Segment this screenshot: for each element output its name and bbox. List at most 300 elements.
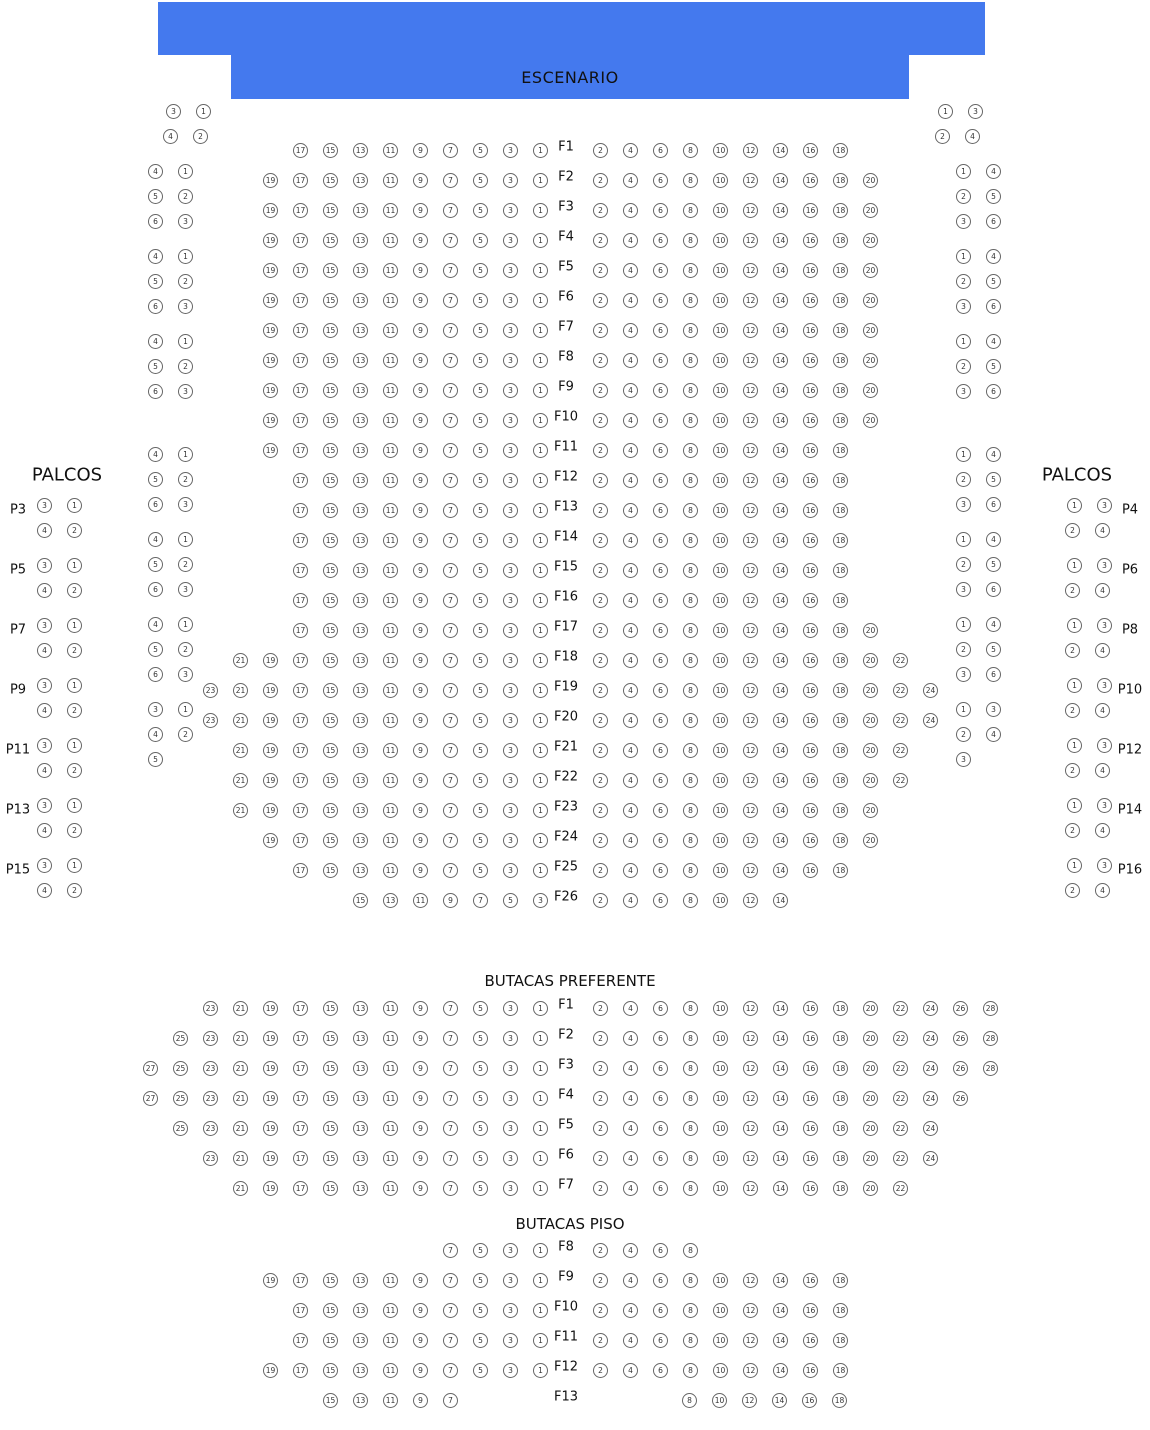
preferente-seat[interactable]: 22 — [893, 1181, 908, 1196]
piso-seat[interactable]: 11 — [383, 1363, 398, 1378]
preferente-seat[interactable]: 17 — [293, 1181, 308, 1196]
orchestra-seat[interactable]: 18 — [833, 683, 848, 698]
preferente-seat[interactable]: 26 — [953, 1001, 968, 1016]
box-seat[interactable]: 5 — [986, 642, 1001, 657]
preferente-seat[interactable]: 15 — [323, 1151, 338, 1166]
box-seat[interactable]: 2 — [956, 727, 971, 742]
orchestra-seat[interactable]: 8 — [683, 173, 698, 188]
box-seat[interactable]: 2 — [935, 129, 950, 144]
piso-seat[interactable]: 16 — [802, 1393, 817, 1408]
piso-seat[interactable]: 2 — [593, 1333, 608, 1348]
orchestra-seat[interactable]: 10 — [713, 233, 728, 248]
orchestra-seat[interactable]: 24 — [923, 683, 938, 698]
orchestra-seat[interactable]: 8 — [683, 803, 698, 818]
orchestra-seat[interactable]: 3 — [503, 563, 518, 578]
preferente-seat[interactable]: 12 — [743, 1091, 758, 1106]
preferente-seat[interactable]: 13 — [353, 1151, 368, 1166]
orchestra-seat[interactable]: 12 — [743, 143, 758, 158]
preferente-seat[interactable]: 28 — [983, 1031, 998, 1046]
orchestra-seat[interactable]: 10 — [713, 353, 728, 368]
preferente-seat[interactable]: 5 — [473, 1031, 488, 1046]
preferente-seat[interactable]: 23 — [203, 1091, 218, 1106]
orchestra-seat[interactable]: 12 — [743, 533, 758, 548]
orchestra-seat[interactable]: 5 — [473, 533, 488, 548]
preferente-seat[interactable]: 17 — [293, 1001, 308, 1016]
orchestra-seat[interactable]: 8 — [683, 293, 698, 308]
orchestra-seat[interactable]: 21 — [233, 743, 248, 758]
box-seat[interactable]: 3 — [166, 104, 181, 119]
orchestra-seat[interactable]: 16 — [803, 713, 818, 728]
orchestra-seat[interactable]: 15 — [323, 803, 338, 818]
preferente-seat[interactable]: 11 — [383, 1031, 398, 1046]
palco-seat[interactable]: 3 — [1097, 858, 1112, 873]
orchestra-seat[interactable]: 14 — [773, 203, 788, 218]
piso-seat[interactable]: 5 — [473, 1273, 488, 1288]
orchestra-seat[interactable]: 14 — [773, 563, 788, 578]
preferente-seat[interactable]: 20 — [863, 1001, 878, 1016]
palco-seat[interactable]: 1 — [1067, 558, 1082, 573]
box-seat[interactable]: 1 — [956, 702, 971, 717]
orchestra-seat[interactable]: 15 — [323, 563, 338, 578]
orchestra-seat[interactable]: 7 — [443, 233, 458, 248]
orchestra-seat[interactable]: 7 — [443, 623, 458, 638]
orchestra-seat[interactable]: 11 — [383, 563, 398, 578]
piso-seat[interactable]: 19 — [263, 1363, 278, 1378]
box-seat[interactable]: 5 — [986, 359, 1001, 374]
orchestra-seat[interactable]: 6 — [653, 893, 668, 908]
orchestra-seat[interactable]: 2 — [593, 173, 608, 188]
orchestra-seat[interactable]: 3 — [503, 653, 518, 668]
box-seat[interactable]: 2 — [956, 642, 971, 657]
orchestra-seat[interactable]: 4 — [623, 593, 638, 608]
orchestra-seat[interactable]: 12 — [743, 833, 758, 848]
orchestra-seat[interactable]: 10 — [713, 503, 728, 518]
piso-seat[interactable]: 17 — [293, 1363, 308, 1378]
preferente-seat[interactable]: 3 — [503, 1151, 518, 1166]
orchestra-seat[interactable]: 10 — [713, 413, 728, 428]
orchestra-seat[interactable]: 5 — [473, 623, 488, 638]
orchestra-seat[interactable]: 17 — [293, 803, 308, 818]
piso-seat[interactable]: 9 — [413, 1303, 428, 1318]
orchestra-seat[interactable]: 16 — [803, 293, 818, 308]
orchestra-seat[interactable]: 4 — [623, 203, 638, 218]
preferente-seat[interactable]: 14 — [773, 1001, 788, 1016]
preferente-seat[interactable]: 7 — [443, 1121, 458, 1136]
orchestra-seat[interactable]: 11 — [383, 353, 398, 368]
piso-seat[interactable]: 4 — [623, 1243, 638, 1258]
orchestra-seat[interactable]: 3 — [503, 173, 518, 188]
preferente-seat[interactable]: 6 — [653, 1061, 668, 1076]
orchestra-seat[interactable]: 14 — [773, 683, 788, 698]
orchestra-seat[interactable]: 22 — [893, 743, 908, 758]
orchestra-seat[interactable]: 3 — [503, 353, 518, 368]
orchestra-seat[interactable]: 11 — [383, 593, 398, 608]
preferente-seat[interactable]: 11 — [383, 1151, 398, 1166]
orchestra-seat[interactable]: 2 — [593, 533, 608, 548]
preferente-seat[interactable]: 19 — [263, 1061, 278, 1076]
orchestra-seat[interactable]: 6 — [653, 623, 668, 638]
orchestra-seat[interactable]: 17 — [293, 443, 308, 458]
orchestra-seat[interactable]: 13 — [353, 833, 368, 848]
piso-seat[interactable]: 3 — [503, 1243, 518, 1258]
orchestra-seat[interactable]: 2 — [593, 863, 608, 878]
orchestra-seat[interactable]: 17 — [293, 623, 308, 638]
orchestra-seat[interactable]: 5 — [473, 803, 488, 818]
palco-seat[interactable]: 2 — [1065, 583, 1080, 598]
orchestra-seat[interactable]: 18 — [833, 743, 848, 758]
preferente-seat[interactable]: 24 — [923, 1061, 938, 1076]
orchestra-seat[interactable]: 3 — [503, 293, 518, 308]
palco-seat[interactable]: 1 — [67, 618, 82, 633]
box-seat[interactable]: 4 — [986, 249, 1001, 264]
preferente-seat[interactable]: 19 — [263, 1001, 278, 1016]
orchestra-seat[interactable]: 3 — [503, 233, 518, 248]
piso-seat[interactable]: 9 — [413, 1333, 428, 1348]
orchestra-seat[interactable]: 5 — [473, 473, 488, 488]
palco-seat[interactable]: 2 — [1065, 643, 1080, 658]
orchestra-seat[interactable]: 9 — [413, 263, 428, 278]
orchestra-seat[interactable]: 18 — [833, 383, 848, 398]
orchestra-seat[interactable]: 6 — [653, 653, 668, 668]
orchestra-seat[interactable]: 2 — [593, 323, 608, 338]
orchestra-seat[interactable]: 1 — [533, 443, 548, 458]
orchestra-seat[interactable]: 14 — [773, 353, 788, 368]
preferente-seat[interactable]: 4 — [623, 1151, 638, 1166]
orchestra-seat[interactable]: 14 — [773, 623, 788, 638]
piso-seat[interactable]: 10 — [713, 1273, 728, 1288]
orchestra-seat[interactable]: 17 — [293, 473, 308, 488]
palco-seat[interactable]: 4 — [37, 823, 52, 838]
orchestra-seat[interactable]: 18 — [833, 863, 848, 878]
box-seat[interactable]: 6 — [986, 384, 1001, 399]
preferente-seat[interactable]: 10 — [713, 1031, 728, 1046]
orchestra-seat[interactable]: 19 — [263, 803, 278, 818]
piso-seat[interactable]: 19 — [263, 1273, 278, 1288]
orchestra-seat[interactable]: 5 — [503, 893, 518, 908]
piso-seat[interactable]: 15 — [323, 1363, 338, 1378]
orchestra-seat[interactable]: 12 — [743, 623, 758, 638]
orchestra-seat[interactable]: 2 — [593, 653, 608, 668]
preferente-seat[interactable]: 8 — [683, 1091, 698, 1106]
preferente-seat[interactable]: 20 — [863, 1031, 878, 1046]
palco-seat[interactable]: 2 — [1065, 703, 1080, 718]
orchestra-seat[interactable]: 4 — [623, 533, 638, 548]
orchestra-seat[interactable]: 18 — [833, 503, 848, 518]
orchestra-seat[interactable]: 11 — [383, 623, 398, 638]
orchestra-seat[interactable]: 6 — [653, 203, 668, 218]
orchestra-seat[interactable]: 1 — [533, 473, 548, 488]
orchestra-seat[interactable]: 1 — [533, 593, 548, 608]
piso-seat[interactable]: 8 — [683, 1333, 698, 1348]
orchestra-seat[interactable]: 15 — [323, 833, 338, 848]
orchestra-seat[interactable]: 12 — [743, 323, 758, 338]
orchestra-seat[interactable]: 2 — [593, 893, 608, 908]
palco-seat[interactable]: 2 — [1065, 523, 1080, 538]
box-seat[interactable]: 6 — [148, 299, 163, 314]
orchestra-seat[interactable]: 22 — [893, 773, 908, 788]
preferente-seat[interactable]: 17 — [293, 1121, 308, 1136]
orchestra-seat[interactable]: 17 — [293, 203, 308, 218]
preferente-seat[interactable]: 19 — [263, 1181, 278, 1196]
orchestra-seat[interactable]: 20 — [863, 383, 878, 398]
orchestra-seat[interactable]: 2 — [593, 833, 608, 848]
orchestra-seat[interactable]: 4 — [623, 503, 638, 518]
piso-seat[interactable]: 9 — [413, 1273, 428, 1288]
preferente-seat[interactable]: 15 — [323, 1031, 338, 1046]
orchestra-seat[interactable]: 1 — [533, 533, 548, 548]
orchestra-seat[interactable]: 15 — [323, 173, 338, 188]
orchestra-seat[interactable]: 14 — [773, 833, 788, 848]
preferente-seat[interactable]: 15 — [323, 1061, 338, 1076]
orchestra-seat[interactable]: 22 — [893, 713, 908, 728]
orchestra-seat[interactable]: 18 — [833, 173, 848, 188]
orchestra-seat[interactable]: 13 — [353, 323, 368, 338]
box-seat[interactable]: 1 — [956, 447, 971, 462]
preferente-seat[interactable]: 16 — [803, 1061, 818, 1076]
box-seat[interactable]: 3 — [956, 752, 971, 767]
preferente-seat[interactable]: 24 — [923, 1121, 938, 1136]
box-seat[interactable]: 4 — [148, 249, 163, 264]
piso-seat[interactable]: 5 — [473, 1333, 488, 1348]
preferente-seat[interactable]: 18 — [833, 1001, 848, 1016]
orchestra-seat[interactable]: 4 — [623, 263, 638, 278]
orchestra-seat[interactable]: 12 — [743, 863, 758, 878]
orchestra-seat[interactable]: 16 — [803, 863, 818, 878]
palco-seat[interactable]: 1 — [1067, 498, 1082, 513]
box-seat[interactable]: 5 — [148, 472, 163, 487]
box-seat[interactable]: 5 — [986, 472, 1001, 487]
preferente-seat[interactable]: 21 — [233, 1091, 248, 1106]
piso-seat[interactable]: 6 — [653, 1303, 668, 1318]
piso-seat[interactable]: 14 — [773, 1273, 788, 1288]
orchestra-seat[interactable]: 15 — [323, 263, 338, 278]
piso-seat[interactable]: 9 — [413, 1393, 428, 1408]
piso-seat[interactable]: 8 — [683, 1273, 698, 1288]
orchestra-seat[interactable]: 20 — [863, 203, 878, 218]
orchestra-seat[interactable]: 12 — [743, 173, 758, 188]
orchestra-seat[interactable]: 7 — [443, 653, 458, 668]
piso-seat[interactable]: 1 — [533, 1243, 548, 1258]
preferente-seat[interactable]: 12 — [743, 1001, 758, 1016]
box-seat[interactable]: 2 — [178, 472, 193, 487]
palco-seat[interactable]: 4 — [1095, 883, 1110, 898]
orchestra-seat[interactable]: 5 — [473, 863, 488, 878]
orchestra-seat[interactable]: 12 — [743, 893, 758, 908]
orchestra-seat[interactable]: 9 — [413, 473, 428, 488]
piso-seat[interactable]: 12 — [743, 1273, 758, 1288]
preferente-seat[interactable]: 16 — [803, 1121, 818, 1136]
orchestra-seat[interactable]: 5 — [473, 353, 488, 368]
palco-seat[interactable]: 4 — [37, 583, 52, 598]
orchestra-seat[interactable]: 3 — [503, 203, 518, 218]
orchestra-seat[interactable]: 4 — [623, 563, 638, 578]
orchestra-seat[interactable]: 20 — [863, 353, 878, 368]
piso-seat[interactable]: 9 — [413, 1363, 428, 1378]
orchestra-seat[interactable]: 11 — [383, 653, 398, 668]
orchestra-seat[interactable]: 8 — [683, 503, 698, 518]
orchestra-seat[interactable]: 19 — [263, 743, 278, 758]
palco-seat[interactable]: 1 — [1067, 678, 1082, 693]
preferente-seat[interactable]: 6 — [653, 1031, 668, 1046]
preferente-seat[interactable]: 10 — [713, 1061, 728, 1076]
orchestra-seat[interactable]: 12 — [743, 563, 758, 578]
preferente-seat[interactable]: 15 — [323, 1181, 338, 1196]
piso-seat[interactable]: 18 — [833, 1273, 848, 1288]
preferente-seat[interactable]: 14 — [773, 1151, 788, 1166]
piso-seat[interactable]: 7 — [443, 1303, 458, 1318]
preferente-seat[interactable]: 1 — [533, 1181, 548, 1196]
orchestra-seat[interactable]: 3 — [503, 323, 518, 338]
piso-seat[interactable]: 14 — [773, 1363, 788, 1378]
orchestra-seat[interactable]: 3 — [503, 473, 518, 488]
orchestra-seat[interactable]: 10 — [713, 203, 728, 218]
preferente-seat[interactable]: 21 — [233, 1001, 248, 1016]
orchestra-seat[interactable]: 2 — [593, 233, 608, 248]
piso-seat[interactable]: 10 — [713, 1333, 728, 1348]
orchestra-seat[interactable]: 21 — [233, 773, 248, 788]
orchestra-seat[interactable]: 15 — [323, 233, 338, 248]
box-seat[interactable]: 6 — [986, 582, 1001, 597]
orchestra-seat[interactable]: 8 — [683, 383, 698, 398]
preferente-seat[interactable]: 15 — [323, 1091, 338, 1106]
preferente-seat[interactable]: 2 — [593, 1061, 608, 1076]
preferente-seat[interactable]: 3 — [503, 1031, 518, 1046]
orchestra-seat[interactable]: 14 — [773, 653, 788, 668]
preferente-seat[interactable]: 9 — [413, 1091, 428, 1106]
orchestra-seat[interactable]: 8 — [683, 593, 698, 608]
preferente-seat[interactable]: 27 — [143, 1091, 158, 1106]
preferente-seat[interactable]: 4 — [623, 1181, 638, 1196]
preferente-seat[interactable]: 23 — [203, 1121, 218, 1136]
orchestra-seat[interactable]: 15 — [323, 713, 338, 728]
preferente-seat[interactable]: 11 — [383, 1181, 398, 1196]
orchestra-seat[interactable]: 7 — [443, 413, 458, 428]
preferente-seat[interactable]: 1 — [533, 1061, 548, 1076]
preferente-seat[interactable]: 8 — [683, 1031, 698, 1046]
palco-seat[interactable]: 1 — [1067, 618, 1082, 633]
piso-seat[interactable]: 1 — [533, 1363, 548, 1378]
orchestra-seat[interactable]: 5 — [473, 323, 488, 338]
orchestra-seat[interactable]: 16 — [803, 683, 818, 698]
orchestra-seat[interactable]: 8 — [683, 473, 698, 488]
preferente-seat[interactable]: 28 — [983, 1001, 998, 1016]
orchestra-seat[interactable]: 1 — [533, 713, 548, 728]
preferente-seat[interactable]: 16 — [803, 1091, 818, 1106]
orchestra-seat[interactable]: 20 — [863, 713, 878, 728]
preferente-seat[interactable]: 3 — [503, 1121, 518, 1136]
orchestra-seat[interactable]: 17 — [293, 683, 308, 698]
orchestra-seat[interactable]: 8 — [683, 653, 698, 668]
orchestra-seat[interactable]: 7 — [473, 893, 488, 908]
orchestra-seat[interactable]: 7 — [443, 473, 458, 488]
orchestra-seat[interactable]: 10 — [713, 173, 728, 188]
orchestra-seat[interactable]: 9 — [413, 863, 428, 878]
preferente-seat[interactable]: 11 — [383, 1001, 398, 1016]
preferente-seat[interactable]: 24 — [923, 1001, 938, 1016]
orchestra-seat[interactable]: 10 — [713, 833, 728, 848]
box-seat[interactable]: 3 — [956, 384, 971, 399]
piso-seat[interactable]: 11 — [383, 1273, 398, 1288]
orchestra-seat[interactable]: 13 — [353, 473, 368, 488]
piso-seat[interactable]: 17 — [293, 1333, 308, 1348]
orchestra-seat[interactable]: 12 — [743, 353, 758, 368]
orchestra-seat[interactable]: 17 — [293, 653, 308, 668]
orchestra-seat[interactable]: 9 — [413, 413, 428, 428]
orchestra-seat[interactable]: 5 — [473, 593, 488, 608]
orchestra-seat[interactable]: 13 — [353, 263, 368, 278]
palco-seat[interactable]: 3 — [37, 858, 52, 873]
preferente-seat[interactable]: 20 — [863, 1151, 878, 1166]
piso-seat[interactable]: 7 — [443, 1363, 458, 1378]
box-seat[interactable]: 4 — [148, 727, 163, 742]
orchestra-seat[interactable]: 12 — [743, 593, 758, 608]
orchestra-seat[interactable]: 6 — [653, 143, 668, 158]
orchestra-seat[interactable]: 9 — [413, 383, 428, 398]
orchestra-seat[interactable]: 7 — [443, 803, 458, 818]
orchestra-seat[interactable]: 13 — [353, 143, 368, 158]
orchestra-seat[interactable]: 3 — [503, 743, 518, 758]
orchestra-seat[interactable]: 2 — [593, 683, 608, 698]
orchestra-seat[interactable]: 1 — [533, 803, 548, 818]
preferente-seat[interactable]: 7 — [443, 1061, 458, 1076]
orchestra-seat[interactable]: 19 — [263, 233, 278, 248]
orchestra-seat[interactable]: 7 — [443, 503, 458, 518]
orchestra-seat[interactable]: 11 — [383, 263, 398, 278]
preferente-seat[interactable]: 22 — [893, 1151, 908, 1166]
box-seat[interactable]: 5 — [986, 274, 1001, 289]
orchestra-seat[interactable]: 12 — [743, 743, 758, 758]
preferente-seat[interactable]: 13 — [353, 1091, 368, 1106]
palco-seat[interactable]: 1 — [67, 798, 82, 813]
orchestra-seat[interactable]: 8 — [683, 773, 698, 788]
orchestra-seat[interactable]: 6 — [653, 233, 668, 248]
piso-seat[interactable]: 3 — [503, 1303, 518, 1318]
orchestra-seat[interactable]: 8 — [683, 833, 698, 848]
orchestra-seat[interactable]: 18 — [833, 443, 848, 458]
piso-seat[interactable]: 16 — [803, 1273, 818, 1288]
orchestra-seat[interactable]: 10 — [713, 563, 728, 578]
orchestra-seat[interactable]: 3 — [503, 263, 518, 278]
orchestra-seat[interactable]: 11 — [383, 203, 398, 218]
orchestra-seat[interactable]: 3 — [503, 593, 518, 608]
orchestra-seat[interactable]: 4 — [623, 803, 638, 818]
orchestra-seat[interactable]: 2 — [593, 503, 608, 518]
orchestra-seat[interactable]: 20 — [863, 833, 878, 848]
orchestra-seat[interactable]: 18 — [833, 833, 848, 848]
orchestra-seat[interactable]: 11 — [383, 173, 398, 188]
preferente-seat[interactable]: 21 — [233, 1031, 248, 1046]
orchestra-seat[interactable]: 1 — [533, 563, 548, 578]
orchestra-seat[interactable]: 12 — [743, 413, 758, 428]
box-seat[interactable]: 2 — [956, 189, 971, 204]
orchestra-seat[interactable]: 4 — [623, 353, 638, 368]
orchestra-seat[interactable]: 12 — [743, 233, 758, 248]
orchestra-seat[interactable]: 16 — [803, 473, 818, 488]
preferente-seat[interactable]: 12 — [743, 1121, 758, 1136]
preferente-seat[interactable]: 5 — [473, 1181, 488, 1196]
orchestra-seat[interactable]: 11 — [383, 743, 398, 758]
piso-seat[interactable]: 7 — [443, 1393, 458, 1408]
orchestra-seat[interactable]: 10 — [713, 713, 728, 728]
orchestra-seat[interactable]: 4 — [623, 443, 638, 458]
orchestra-seat[interactable]: 6 — [653, 683, 668, 698]
orchestra-seat[interactable]: 14 — [773, 503, 788, 518]
orchestra-seat[interactable]: 20 — [863, 773, 878, 788]
preferente-seat[interactable]: 5 — [473, 1001, 488, 1016]
preferente-seat[interactable]: 5 — [473, 1091, 488, 1106]
orchestra-seat[interactable]: 5 — [473, 263, 488, 278]
orchestra-seat[interactable]: 16 — [803, 323, 818, 338]
